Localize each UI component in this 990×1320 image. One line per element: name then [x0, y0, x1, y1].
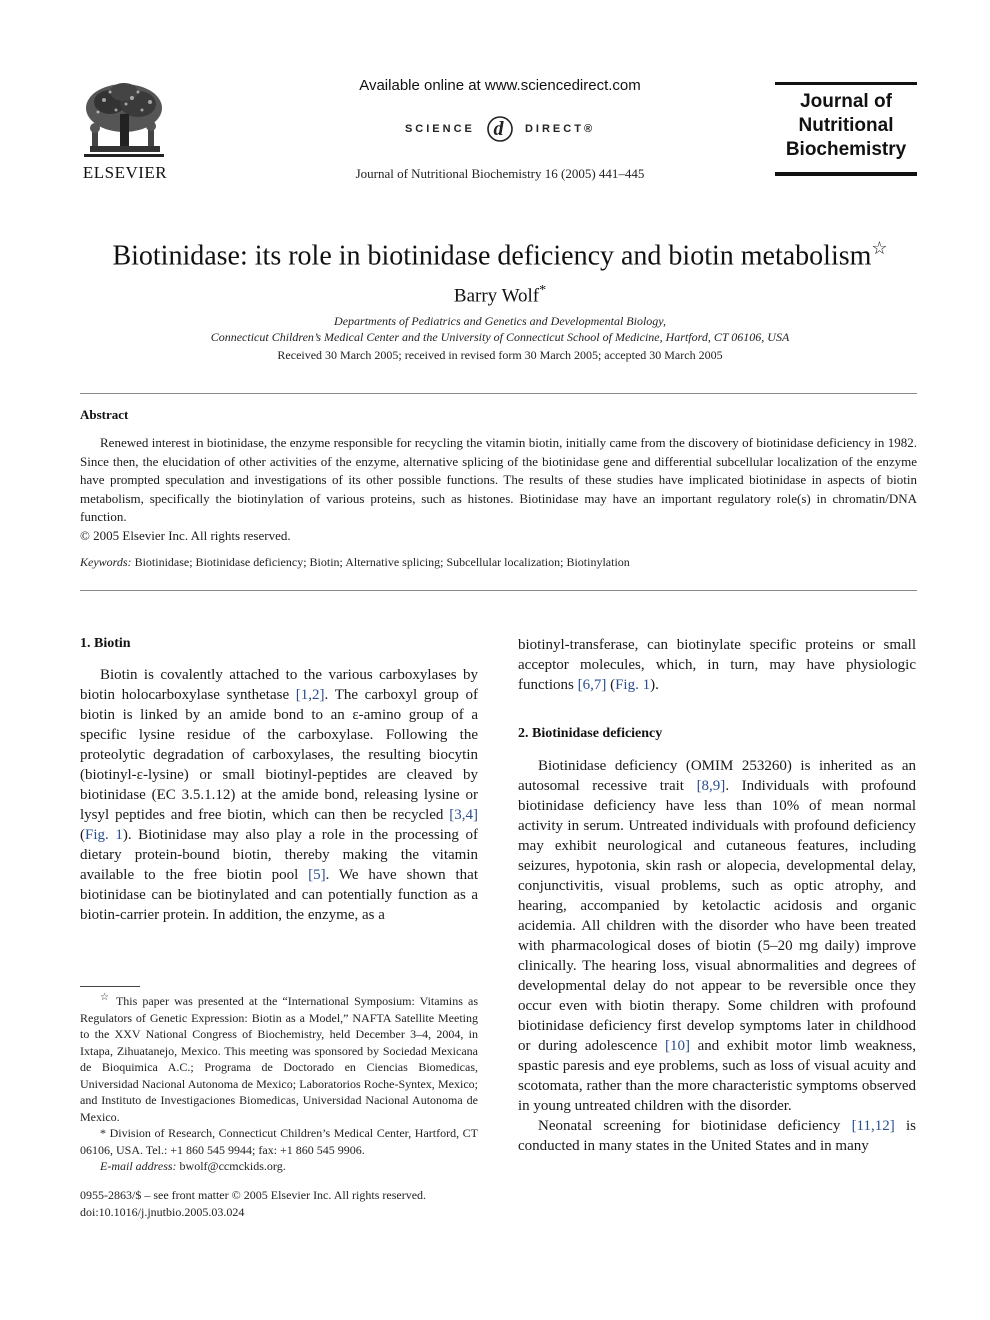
footnotes [80, 990, 478, 1175]
abstract-heading: Abstract [80, 407, 129, 422]
reference-link[interactable]: [11,12] [851, 1118, 895, 1134]
keywords-list: Biotinidase; Biotinidase deficiency; Biotin; Alternative splicing; Subcellular localization; Biotinylation [134, 555, 630, 569]
journal-title-box [775, 82, 917, 177]
reference-link[interactable]: [3,4] [449, 807, 478, 823]
footnote-email [80, 1158, 478, 1175]
text-run: . Individuals with profound biotinidase deficiency have less than 10% of mean normal activity in serum. Untreated individuals with profound deficiency may exhibit neurological and cutaneous features, including seizures, hypotonia, skin rash or alopecia, developmental delay, conjunctivitis, visual problems, such as optic atrophy, and hearing, accompanied by ketolactic acidosis and organic acidemia. All children with the disorder who have been treated with pharmacological doses of biotin (5–20 mg daily) improve clinically. The hearing loss, visual abnormalities and degrees of developmental delay do not appear to be reversible once they occur even with biotin therapy. Some children with profound biotinidase deficiency first develop symptoms later in childhood or during adolescence [518, 778, 916, 1054]
section-2-heading: 2. Biotinidase deficiency [518, 726, 663, 741]
footnote-1-text: This paper was presented at the “International Symposium: Vitamins as Regulators of Genetic Expression: Biotin as a Model,” NAFTA Satellite Meeting to the XXV National Congress of Biochemistry, held December 3–4, 2004, in Ixtapa, Zihuatanejo, Mexico. This meeting was sponsored by Sociedad Mexicana de Bioquimica A.C.; Programa de Doctorado en Ciencias Biomedicas, Universidad Nacional Autonoma de Mexico; Laboratorios Roche-Syntex, Mexico; and Instituto de Investigaciones Biomedicas, Universidad Nacional Autonoma de Mexico. [80, 994, 479, 1124]
elsevier-tree-icon [80, 80, 168, 162]
abstract-text: Renewed interest in biotinidase, the enzyme responsible for recycling the vitamin biotin, initially came from the discovery of biotinidase deficiency in 1982. Since then, the elucidation of other activities of the enzyme, alternative splicing of the biotinidase gene and differential subcellular localization of the enzyme have prompted speculation and investigations of its other possible functions. The results of these studies have implicated biotinidase in aspects of biotin metabolism, specifically the biotinylation of various proteins, such as histones. Biotinidase may have an important regulatory role(s) in chromatin/DNA function. [80, 435, 917, 524]
section-2-paragraph-2 [518, 1116, 916, 1156]
text-run: Neonatal screening for biotinidase deficiency [538, 1118, 852, 1134]
abstract-bottom-divider [80, 590, 917, 591]
journal-box-bottom-rule [775, 172, 917, 176]
abstract-body [80, 434, 917, 545]
reference-link[interactable]: [5] [308, 867, 326, 883]
doi-link[interactable]: doi:10.1016/j.jnutbio.2005.03.024 [80, 1204, 245, 1219]
available-online-link[interactable]: Available online at www.sciencedirect.com [359, 77, 641, 94]
issn-line: 0955-2863/$ – see front matter © 2005 Elsevier Inc. All rights reserved. [80, 1188, 427, 1202]
email-address[interactable]: bwolf@ccmckids.org. [179, 1159, 286, 1173]
affiliation-line-1: Departments of Pediatrics and Genetics and Developmental Biology, [334, 314, 666, 328]
footnote-1 [80, 990, 478, 1125]
abstract-copyright: © 2005 Elsevier Inc. All rights reserved. [80, 527, 291, 543]
author-name-text: Barry Wolf [453, 285, 540, 307]
front-matter [80, 1187, 500, 1220]
sciencedirect-logo [330, 114, 670, 144]
figure-link[interactable]: Fig. 1 [615, 677, 651, 693]
journal-name-line-2: Nutritional [798, 115, 894, 136]
left-column [80, 665, 478, 925]
text-run: . The carboxyl group of biotin is linked by an amide bond to an ε-amino group of a specific lysine residue of the carboxylase. Following the proteolytic degradation of carboxylases, the resulting biocytin (biotinyl-ε-lysine) or small biotinyl-peptides are cleaved by biotinidase (EC 3.5.1.12) at the amide bond, releasing lysine or lysyl peptides and free biotin, which can then be recycled [80, 687, 478, 823]
text-run: and exhibit motor limb weakness, spastic paresis and eye problems, such as loss of visual acuity and scotomata, rather than the more characteristic symptoms observed in young untreated children with the disorder. [518, 1038, 916, 1114]
section-1-paragraph-1 [80, 665, 478, 925]
section-2-body [518, 756, 916, 1156]
keywords [80, 555, 917, 570]
journal-name-line-1: Journal of [800, 91, 892, 112]
publisher-logo-text: ELSEVIER [82, 163, 168, 182]
footnote-2-mark: * [100, 1126, 106, 1140]
footnote-divider [80, 986, 140, 987]
keywords-label: Keywords: [80, 555, 132, 569]
article-title-text: Biotinidase: its role in biotinidase deficiency and biotin metabolism [112, 240, 872, 272]
text-run: ). [650, 677, 659, 693]
text-run: ( [606, 677, 616, 693]
reference-link[interactable]: [1,2] [295, 687, 325, 703]
elsevier-tree-logo [80, 80, 168, 162]
title-footnote-mark[interactable]: ☆ [871, 238, 888, 258]
journal-box-top-rule [775, 82, 917, 85]
abstract-top-divider [80, 393, 917, 394]
text-run: is conducted in many states in the United States and in many [518, 1118, 916, 1154]
text-run: . We have shown that biotinidase can be biotinylated and can potentially function as a biotin-carrier protein. In addition, the enzyme, as a [80, 867, 478, 923]
author-name [300, 283, 700, 307]
sd-brand-mark: ® [583, 122, 596, 135]
reference-link[interactable]: [8,9] [696, 778, 726, 794]
footnote-2 [80, 1125, 478, 1158]
svg-text:d: d [493, 118, 507, 140]
affiliation-line-2: Connecticut Children’s Medical Center and the University of Connecticut School of Medicine, Hartford, CT 06106, USA [210, 330, 790, 344]
text-run: biotinyl-transferase, can biotinylate specific proteins or small acceptor molecules, which, in turn, may have physiologic functions [518, 637, 916, 693]
sd-brand-right: DIRECT [524, 122, 584, 135]
journal-name-line-3: Biochemistry [785, 139, 907, 160]
right-column [518, 635, 916, 695]
text-run: Biotin is covalently attached to the various carboxylases by biotin holocarboxylase synthetase [80, 667, 478, 703]
footnote-1-mark: ☆ [100, 992, 112, 1003]
text-run: ). Biotinidase may also play a role in the processing of dietary protein-bound biotin, thereby making the vitamin available to the free biotin pool [80, 827, 478, 883]
email-label: E-mail address: [100, 1159, 177, 1173]
journal-name [775, 90, 917, 162]
text-run: Biotinidase deficiency (OMIM 253260) is inherited as an autosomal recessive trait [518, 758, 916, 794]
sciencedirect-d-icon [485, 114, 515, 144]
section-2-paragraph-1 [518, 756, 916, 1116]
text-run: ( [80, 827, 85, 843]
received-dates: Received 30 March 2005; received in revised form 30 March 2005; accepted 30 March 2005 [277, 348, 723, 362]
section-1-heading: 1. Biotin [80, 636, 131, 651]
sd-brand-left: SCIENCE [404, 122, 475, 135]
section-1-continuation [518, 635, 916, 695]
footnote-2-text: Division of Research, Connecticut Children’s Medical Center, Hartford, CT 06106, USA. Tel.: +1 860 545 9944; fax: +1 860 545 9906. [80, 1126, 479, 1157]
article-title [60, 238, 940, 272]
figure-link[interactable]: Fig. 1 [85, 827, 123, 843]
reference-link[interactable]: [6,7] [577, 677, 607, 693]
reference-link[interactable]: [10] [664, 1038, 690, 1054]
journal-citation: Journal of Nutritional Biochemistry 16 (2005) 441–445 [355, 166, 645, 181]
author-footnote-mark[interactable]: * [539, 283, 547, 298]
